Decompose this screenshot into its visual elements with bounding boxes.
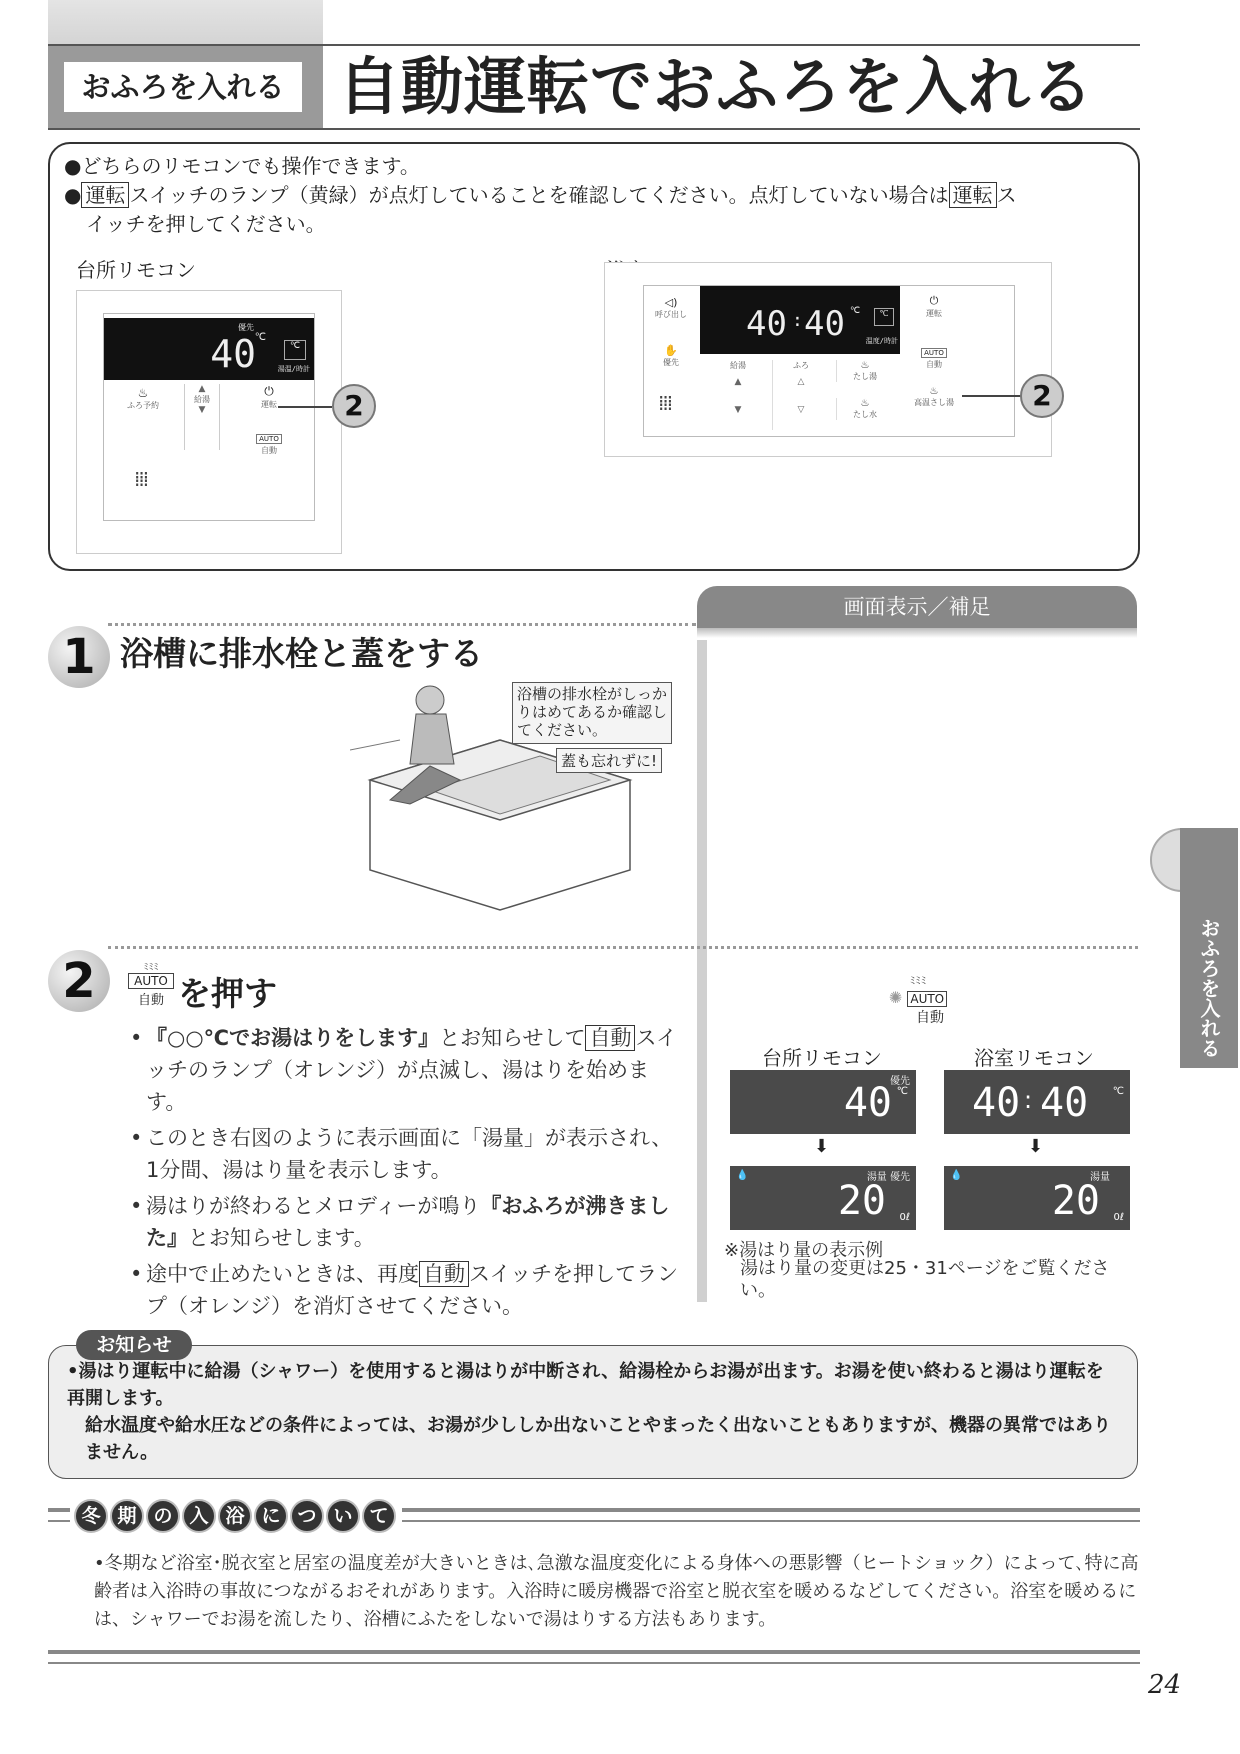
kitchen-lcd xyxy=(104,318,314,380)
reserve-label: ふろ予約 xyxy=(127,401,159,410)
add-hot-button[interactable] xyxy=(836,360,893,382)
b4-text: 途中で止めたいときは、再度 xyxy=(146,1262,419,1286)
side-tab: おふろを入れる xyxy=(1180,828,1238,1068)
bath-lcd-colon: : xyxy=(792,310,803,331)
down-arrow-icon[interactable]: ▼ xyxy=(734,405,742,415)
kitchen-lcd-temp: 40 xyxy=(210,332,256,376)
page-number: 24 xyxy=(1148,1670,1182,1700)
up-arrow-icon[interactable]: ▲ xyxy=(198,384,206,394)
intro-box xyxy=(48,142,1140,571)
clock-icon: ℃ xyxy=(284,340,306,360)
intro-line-2-text: スイッチのランプ（黄緑）が点灯していることを確認してください。点灯していない場合は xyxy=(129,183,949,207)
steam-icon: ♨ xyxy=(860,360,870,371)
water-icon: ♨ xyxy=(860,398,870,409)
add-hot-label: たし湯 xyxy=(853,372,877,381)
step-number-1: 1 xyxy=(48,626,110,688)
key-auto: 自動 xyxy=(419,1261,469,1287)
call-label: 呼び出し xyxy=(655,310,687,319)
add-water-label: たし水 xyxy=(853,410,877,419)
pointer-line-bath xyxy=(962,395,1022,397)
announce-end: 『おふろが沸きました』 xyxy=(146,1194,670,1250)
call-button[interactable] xyxy=(648,296,694,320)
intro-line-3: イッチを押してください。 xyxy=(86,212,326,236)
winter-heading xyxy=(70,1499,402,1533)
bath-temp-label: ふろ xyxy=(793,361,809,370)
lcd-volume-unit: 0ℓ xyxy=(899,1212,910,1223)
step2-title: を押す xyxy=(178,974,277,1013)
kitchen-remote-label: 台所リモコン xyxy=(76,258,196,282)
winter-char: の xyxy=(146,1499,180,1533)
winter-char: 冬 xyxy=(74,1499,108,1533)
run-button[interactable] xyxy=(904,294,964,319)
hot-temp-stepper[interactable] xyxy=(184,384,220,450)
lcd-priority: 優先 xyxy=(890,1076,910,1087)
b3-text-2: とお知らせします。 xyxy=(188,1226,375,1250)
bath-stepper[interactable] xyxy=(772,360,829,430)
step-number-2: 2 xyxy=(48,950,110,1012)
key-auto: 自動 xyxy=(585,1025,635,1051)
lcd-temp-2: 40 xyxy=(1040,1080,1089,1126)
key-run-2: 運転 xyxy=(949,182,997,208)
auto-sub-label: 自動 xyxy=(137,993,164,1008)
kitchen-lcd-priority: 優先 xyxy=(238,323,254,332)
down-arrow-icon[interactable]: ▼ xyxy=(198,405,206,415)
bath-lcd-temp-2: 40 xyxy=(804,304,845,344)
steam-icon: ♨ xyxy=(929,386,939,397)
auto-switch-icon xyxy=(128,958,174,1008)
lcd-volume-unit: 0ℓ xyxy=(1113,1212,1124,1223)
lcd-unit: ℃ xyxy=(1112,1086,1124,1097)
lcd-volume-tag: 湯量 優先 xyxy=(866,1172,910,1183)
auto-icon: AUTO xyxy=(921,348,947,358)
callout-drain-plug: 浴槽の排水栓がしっかりはめてあるか確認してください。 xyxy=(512,682,672,744)
bath-lcd xyxy=(700,286,900,354)
panel-divider xyxy=(697,640,707,1302)
section-badge: おふろを入れる xyxy=(64,62,302,112)
bath-lcd-sub: 温度/時計 xyxy=(865,337,898,345)
arrow-down-icon: ⬇ xyxy=(1028,1136,1044,1157)
winter-char: い xyxy=(326,1499,360,1533)
winter-rule-bottom xyxy=(48,1650,1140,1654)
add-water-button[interactable] xyxy=(836,398,893,420)
step1-title: 浴槽に排水栓と蓋をする xyxy=(120,634,483,673)
info-text-1: •湯はり運転中に給湯（シャワー）を使用すると湯はりが中断され、給湯栓からお湯が出ます。お湯を使い終わると湯はり運転を再開します。 xyxy=(67,1361,1104,1409)
step2-bullet-1 xyxy=(130,1022,685,1118)
winter-char: 入 xyxy=(182,1499,216,1533)
auto-icon-label: AUTO xyxy=(907,991,947,1007)
auto-button[interactable] xyxy=(904,340,964,370)
hot-label: 給湯 xyxy=(730,361,746,370)
lcd-temp-1: 40 xyxy=(972,1080,1021,1126)
b3-text: 湯はりが終わるとメロディーが鳴り xyxy=(146,1194,481,1218)
arrow-down-icon: ⬇ xyxy=(814,1136,830,1157)
header-rule-bottom xyxy=(48,128,1140,130)
step2-bullet-3 xyxy=(130,1190,685,1254)
winter-text: •冬期など浴室･脱衣室と居室の温度差が大きいときは､急激な温度変化による身体への悪影響（ヒートショック）によって､特に高齢者は入浴時の事故につながるおそれがあります。入浴時に暖房機器で浴室と脱衣室を暖めるなどしてください。浴室を暖めるには、シャワーでお湯を流したり、浴槽にふたをしないで湯はりする方法もあります。 xyxy=(94,1553,1139,1630)
bath-remote xyxy=(604,262,1052,457)
clock-icon: ℃ xyxy=(874,308,894,326)
steam-icon: ﾐﾐﾐ xyxy=(143,962,159,973)
auto-label: 自動 xyxy=(926,360,942,369)
hot-label: 給湯 xyxy=(194,395,210,404)
lcd-volume: 20 xyxy=(1051,1178,1100,1224)
bullet: ● xyxy=(64,183,82,207)
winter-char: つ xyxy=(290,1499,324,1533)
kitchen-lcd-sub: 湯温/時計 xyxy=(277,365,310,373)
step2-dotted-rule xyxy=(108,946,1138,949)
display-kitchen-label: 台所リモコン xyxy=(762,1046,882,1070)
lcd-colon: : xyxy=(1024,1086,1033,1114)
kitchen-remote-face xyxy=(103,313,315,521)
run-label: 運転 xyxy=(926,309,942,318)
display-bath-label: 浴室リモコン xyxy=(974,1046,1094,1070)
kitchen-lcd-unit: ℃ xyxy=(254,332,266,343)
step1-dotted-rule xyxy=(108,623,696,626)
announce-start: 『○○℃でお湯はりをします』 xyxy=(146,1026,440,1050)
header-tab xyxy=(48,0,323,45)
intro-line-1: ●どちらのリモコンでも操作できます。 xyxy=(64,154,420,178)
info-text-2: 給水温度や給水圧などの条件によっては、お湯が少ししか出ないことやまったく出ないこともありますが、機器の異常ではありません。 xyxy=(85,1415,1111,1463)
lcd-unit: ℃ xyxy=(896,1086,908,1097)
auto-sub-label: 自動 xyxy=(916,1010,944,1026)
reserve-icon: ♨ xyxy=(137,386,149,400)
lcd-temp: 40 xyxy=(843,1080,892,1126)
winter-char: 期 xyxy=(110,1499,144,1533)
info-box xyxy=(48,1345,1138,1479)
lcd-volume-tag: 湯量 xyxy=(1090,1172,1110,1183)
step2-bullet-4 xyxy=(130,1258,685,1322)
page-title: 自動運転でおふろを入れる xyxy=(338,50,1095,123)
bath-lcd-after xyxy=(944,1166,1130,1230)
bath-lcd-temp-1: 40 xyxy=(746,304,787,344)
step2-bullets xyxy=(130,1022,685,1326)
down-arrow-icon[interactable]: ▽ xyxy=(797,405,805,415)
power-icon: ⏻ xyxy=(264,384,274,398)
drop-icon: 💧 xyxy=(736,1170,749,1181)
speaker-icon: ⁞⁞⁞ xyxy=(134,467,148,491)
hand-icon: ✋ xyxy=(664,344,678,357)
up-arrow-icon[interactable]: △ xyxy=(797,377,805,387)
reserve-button[interactable] xyxy=(108,386,178,411)
step2-bullet-2: • このとき右図のように表示画面に「湯量」が表示され、1分間、湯はり量を表示します。 xyxy=(130,1122,685,1186)
bath-lcd-unit: ℃ xyxy=(850,306,861,316)
blink-icon: ✺ xyxy=(888,988,903,1007)
power-icon: ⏻ xyxy=(929,294,939,307)
speaker-icon: ⁞⁞⁞ xyxy=(658,391,672,415)
display-note-1: ※湯はり量の表示例 xyxy=(724,1240,884,1261)
panel-shadow xyxy=(697,628,1137,638)
kitchen-lcd-after xyxy=(730,1166,916,1230)
steam-icon: ﾐﾐﾐ xyxy=(909,974,927,987)
winter-char: に xyxy=(254,1499,288,1533)
info-header: お知らせ xyxy=(76,1330,192,1360)
step-marker-bath: 2 xyxy=(1020,374,1064,418)
b4-text-2: スイッチを押してランプ（オレンジ）を消灯させてください。 xyxy=(146,1262,679,1318)
lcd-volume: 20 xyxy=(837,1178,886,1224)
callout-lid: 蓋も忘れずに! xyxy=(556,748,662,773)
intro-text xyxy=(64,152,1124,239)
intro-line-2 xyxy=(64,181,1124,210)
hot-stepper[interactable] xyxy=(710,360,766,430)
auto-icon-label: AUTO xyxy=(128,973,174,989)
speaker-call-icon: ◁) xyxy=(664,296,678,309)
display-note-2: 湯はり量の変更は25・31ページをご覧ください。 xyxy=(740,1258,1110,1301)
bath-remote-face xyxy=(643,285,1015,437)
winter-char: て xyxy=(362,1499,396,1533)
auto-blink-icon xyxy=(878,972,958,1027)
reheat-button[interactable] xyxy=(904,386,964,408)
auto-icon: AUTO xyxy=(256,434,282,444)
b1-text-2: スイッチのランプ（オレンジ）が点滅し、湯はりを始めます。 xyxy=(146,1026,678,1114)
auto-label: 自動 xyxy=(261,446,277,455)
up-arrow-icon[interactable]: ▲ xyxy=(734,377,742,387)
reheat-label: 高温さし湯 xyxy=(914,398,954,407)
priority-label: 優先 xyxy=(663,358,679,367)
b1-text: とお知らせして xyxy=(439,1026,586,1050)
step-marker-kitchen: 2 xyxy=(332,384,376,428)
bath-lcd-before xyxy=(944,1070,1130,1134)
kitchen-remote xyxy=(76,290,342,554)
pointer-line-kitchen xyxy=(278,406,332,408)
kitchen-lcd-before xyxy=(730,1070,916,1134)
winter-char: 浴 xyxy=(218,1499,252,1533)
run-label: 運転 xyxy=(261,400,277,409)
panel-header: 画面表示／補足 xyxy=(697,586,1137,628)
priority-button[interactable] xyxy=(648,344,694,368)
winter-rule-bottom-2 xyxy=(48,1662,1140,1664)
auto-button[interactable] xyxy=(234,426,304,456)
key-run: 運転 xyxy=(81,182,129,208)
drop-icon: 💧 xyxy=(950,1170,963,1181)
intro-line-2-end: ス xyxy=(996,183,1017,207)
